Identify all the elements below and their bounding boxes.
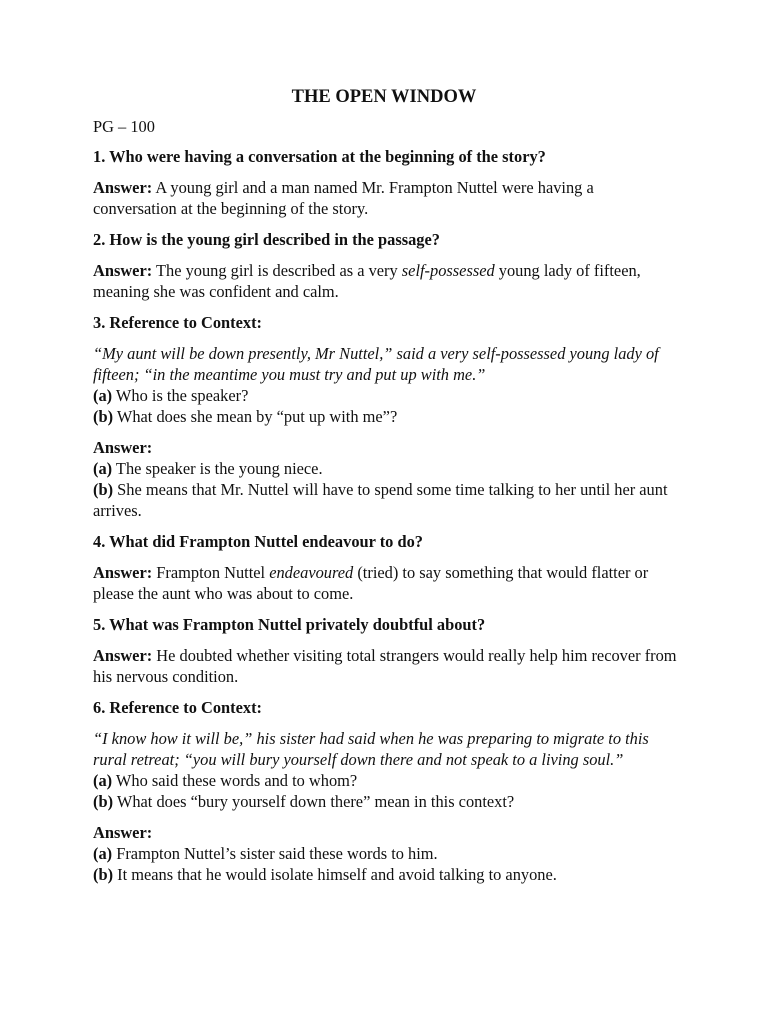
answer-6-part-a — [93, 843, 678, 864]
answer-label: Answer: — [93, 261, 153, 280]
page-title: THE OPEN WINDOW — [291, 87, 477, 107]
answer-2-text-post: young lady of fifteen, meaning she was confident and calm. — [93, 261, 641, 301]
answer-3-part-b — [93, 479, 678, 521]
question-3-context — [93, 343, 678, 427]
part-b-text: What does “bury yourself down there” mean in this context? — [113, 792, 515, 811]
part-b-label: (b) — [93, 407, 114, 426]
answer-3-a-text: The speaker is the young niece. — [112, 459, 323, 478]
question-6-context — [93, 728, 678, 812]
question-2: 2. How is the young girl described in the passage? — [93, 230, 440, 249]
answer-5-text: He doubted whether visiting total strangers would really help him recover from his nervous condition. — [93, 646, 677, 686]
answer-5 — [93, 645, 678, 687]
page-reference: PG – 100 — [93, 117, 155, 136]
part-a-text: Who is the speaker? — [112, 386, 249, 405]
answer-6-a-text: Frampton Nuttel’s sister said these words to him. — [112, 844, 438, 863]
part-b-label: (b) — [93, 792, 114, 811]
answer-1-text: A young girl and a man named Mr. Frampton Nuttel were having a conversation at the beginning of the story. — [93, 178, 594, 218]
question-1: 1. Who were having a conversation at the beginning of the story? — [93, 147, 546, 166]
question-3-part-a — [93, 385, 678, 406]
answer-6-b-text: It means that he would isolate himself and avoid talking to anyone. — [113, 865, 557, 884]
answer-4-text-post: (tried) to say something that would flatter or please the aunt who was about to come. — [93, 563, 649, 603]
question-4: 4. What did Frampton Nuttel endeavour to do? — [93, 532, 423, 551]
answer-3-part-a — [93, 458, 678, 479]
question-6-quote: “I know how it will be,” his sister had said when he was preparing to migrate to this rural retreat; “you will bury yourself down there and not speak to a living soul.” — [93, 729, 649, 769]
question-3-quote: “My aunt will be down presently, Mr Nuttel,” said a very self-possessed young lady of fifteen; “in the meantime you must try and put up with me.” — [93, 344, 659, 384]
answer-label: Answer: — [93, 178, 153, 197]
part-a-text: Who said these words and to whom? — [112, 771, 358, 790]
answer-4 — [93, 562, 678, 604]
answer-3 — [93, 437, 678, 521]
answer-4-text-pre: Frampton Nuttel — [156, 563, 270, 582]
question-3: 3. Reference to Context: — [93, 313, 262, 332]
question-5: 5. What was Frampton Nuttel privately doubtful about? — [93, 615, 486, 634]
answer-2-text-pre: The young girl is described as a very — [156, 261, 402, 280]
part-a-label: (a) — [93, 771, 113, 790]
answer-2 — [93, 260, 678, 302]
document-body — [93, 87, 678, 895]
part-a-label: (a) — [93, 459, 113, 478]
answer-2-emphasis: self-possessed — [401, 261, 495, 280]
part-a-label: (a) — [93, 844, 113, 863]
part-b-label: (b) — [93, 480, 114, 499]
answer-6 — [93, 822, 678, 885]
answer-4-emphasis: endeavoured — [269, 563, 354, 582]
part-a-label: (a) — [93, 386, 113, 405]
answer-6-part-b — [93, 864, 678, 885]
question-6-part-a — [93, 770, 678, 791]
answer-label: Answer: — [93, 438, 153, 457]
question-6: 6. Reference to Context: — [93, 698, 262, 717]
part-b-text: What does she mean by “put up with me”? — [113, 407, 398, 426]
answer-label: Answer: — [93, 563, 153, 582]
question-6-part-b — [93, 791, 678, 812]
question-3-part-b — [93, 406, 678, 427]
answer-label: Answer: — [93, 823, 153, 842]
answer-label: Answer: — [93, 646, 153, 665]
answer-3-b-text: She means that Mr. Nuttel will have to spend some time talking to her until her aunt arrives. — [93, 480, 668, 520]
answer-1 — [93, 177, 678, 219]
part-b-label: (b) — [93, 865, 114, 884]
